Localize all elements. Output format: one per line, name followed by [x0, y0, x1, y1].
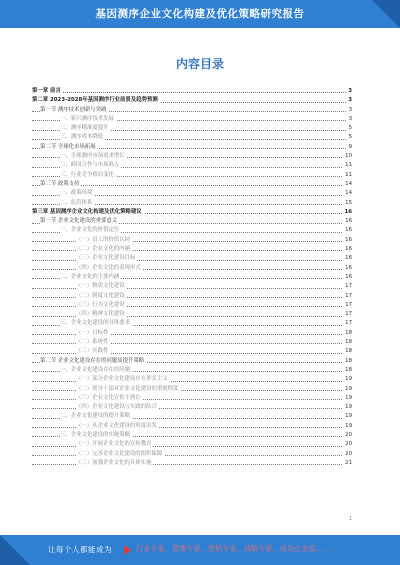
toc-entry-label: （四）精神文化建设	[76, 310, 127, 319]
toc-entry-label: （三）行为文化建设	[76, 301, 127, 310]
toc-entry-page: 14	[343, 180, 352, 189]
toc-entry-label: （二）企业文化的内涵	[76, 245, 132, 254]
toc-entry[interactable]	[32, 236, 352, 245]
toc-entry-label: 第三章 基因测序企业文化构建及优化策略建议	[32, 208, 144, 217]
toc-entry[interactable]	[32, 143, 352, 152]
toc-entry-label: （一）目标性	[76, 329, 110, 338]
toc-entry[interactable]	[32, 329, 352, 338]
toc-entry-page: 16	[343, 264, 352, 273]
toc-entry-page: 20	[343, 450, 352, 459]
toc-entry-page: 19	[343, 422, 352, 431]
toc-entry[interactable]	[32, 385, 352, 394]
toc-entry-page: 21	[343, 459, 352, 468]
toc-entry-page: 16	[342, 208, 352, 217]
table-of-contents	[32, 87, 352, 468]
toc-entry-page: 15	[343, 199, 352, 208]
toc-entry[interactable]	[32, 208, 352, 217]
toc-entry[interactable]	[32, 431, 352, 440]
toc-entry-label: （二）完善企业文化建设的组织保障	[76, 450, 164, 459]
toc-entry[interactable]	[32, 161, 352, 170]
toc-entry-page: 19	[343, 394, 352, 403]
toc-entry[interactable]	[32, 301, 352, 310]
toc-entry-label: （三）实践性	[76, 347, 110, 356]
toc-entry[interactable]	[32, 189, 352, 198]
toc-entry-page: 18	[343, 366, 352, 375]
toc-entry-label: 二、企业文化的主要内涵	[60, 273, 121, 282]
footer-slogan: 让每个人都能成为	[48, 545, 112, 554]
toc-entry-label: 一、企业文化的价值定位	[60, 226, 121, 235]
toc-entry-label: （一）开展企业文化的宣传教育	[76, 440, 153, 449]
document-title: 基因测序企业文化构建及优化策略研究报告	[95, 8, 305, 20]
toc-entry[interactable]	[32, 412, 352, 421]
toc-entry-label: 一、新兴测序技术发展	[60, 115, 116, 124]
toc-entry[interactable]	[32, 245, 352, 254]
toc-entry-label: 一、政策环境	[60, 189, 94, 198]
toc-entry-page: 10	[343, 152, 352, 161]
toc-entry-label: 第一节 测序技术创新与突破	[40, 106, 108, 115]
toc-entry[interactable]	[32, 403, 352, 412]
toc-entry[interactable]	[32, 282, 352, 291]
toc-entry-page: 3	[347, 106, 352, 115]
toc-entry-page: 3	[347, 115, 352, 124]
toc-entry[interactable]	[32, 394, 352, 403]
toc-entry[interactable]	[32, 310, 352, 319]
toc-entry-label: （三）企业文化宣传不到位	[76, 394, 143, 403]
toc-entry[interactable]	[32, 87, 352, 96]
toc-entry-page: 17	[343, 301, 352, 310]
toc-entry-label: （三）企业文化建设目标	[76, 254, 137, 263]
toc-entry[interactable]	[32, 366, 352, 375]
header-bar	[0, 0, 400, 28]
toc-entry-label: （一）物质文化建设	[76, 282, 127, 291]
toc-entry-page: 18	[343, 338, 352, 347]
toc-entry-page: 11	[343, 171, 352, 180]
toc-entry-label: 二、监管体系	[60, 199, 94, 208]
toc-entry-page: 16	[343, 254, 352, 263]
toc-entry-label: 三、测序成本降低	[60, 133, 105, 142]
toc-entry-label: 一、全球测序市场需求增长	[60, 152, 127, 161]
toc-entry[interactable]	[32, 375, 352, 384]
header-corner-decoration	[372, 0, 400, 28]
toc-entry-label: 第三节 政策支持	[40, 180, 81, 189]
toc-entry-page: 16	[343, 245, 352, 254]
toc-entry[interactable]	[32, 450, 352, 459]
toc-entry[interactable]	[32, 357, 352, 366]
footer-roles: 行业专家、管理专家、营销专家、战略专家、成功企业家……	[136, 544, 331, 553]
toc-entry-page: 19	[343, 412, 352, 421]
toc-entry-page: 20	[343, 440, 352, 449]
toc-entry[interactable]	[32, 459, 352, 468]
toc-entry-label: （二）制度文化建设	[76, 292, 127, 301]
toc-entry-page: 19	[343, 385, 352, 394]
toc-heading: 内容目录	[175, 57, 224, 71]
toc-entry-label: （三）加强企业文化的具体实施	[76, 459, 153, 468]
toc-entry-label: 三、行业竞争格局变化	[60, 171, 116, 180]
toc-entry[interactable]	[32, 338, 352, 347]
toc-entry-page: 16	[343, 226, 352, 235]
toc-entry[interactable]	[32, 96, 352, 105]
toc-entry[interactable]	[32, 347, 352, 356]
toc-entry-label: （四）企业文化的表现形式	[76, 264, 143, 273]
toc-entry[interactable]	[32, 124, 352, 133]
toc-entry[interactable]	[32, 264, 352, 273]
toc-entry[interactable]	[32, 115, 352, 124]
toc-entry-page: 18	[343, 329, 352, 338]
toc-entry-page: 17	[343, 282, 352, 291]
toc-entry-page: 16	[343, 273, 352, 282]
toc-entry-page: 17	[343, 310, 352, 319]
toc-entry[interactable]	[32, 422, 352, 431]
toc-entry[interactable]	[32, 133, 352, 142]
toc-entry[interactable]	[32, 292, 352, 301]
toc-entry-label: 第一章 前言	[32, 87, 63, 96]
toc-entry-page: 19	[343, 403, 352, 412]
toc-entry-label: （四）企业文化建设与实践的结合	[76, 403, 159, 412]
toc-entry[interactable]	[32, 180, 352, 189]
toc-entry-page: 20	[343, 431, 352, 440]
toc-entry-label: （二）领导干部对企业文化建设的重视程度	[76, 385, 180, 394]
toc-entry-page: 17	[343, 319, 352, 328]
toc-entry[interactable]	[32, 152, 352, 161]
toc-entry-page: 14	[343, 189, 352, 198]
toc-entry-page: 3	[346, 96, 352, 105]
toc-entry[interactable]	[32, 217, 352, 226]
toc-entry-label: 一、企业文化建设存在的问题	[60, 366, 132, 375]
toc-entry-page: 18	[343, 357, 352, 366]
toc-entry-page: 3	[346, 87, 352, 96]
toc-entry-page: 18	[343, 347, 352, 356]
toc-entry-label: 二、企业文化建设的提升策略	[60, 412, 132, 421]
toc-entry-page: 16	[343, 236, 352, 245]
toc-entry-label: 三、企业文化建设的实施策略	[60, 431, 132, 440]
arrow-right-icon	[124, 545, 131, 555]
toc-entry-label: 第一节 企业文化建设的重要意义	[40, 217, 119, 226]
toc-entry[interactable]	[32, 254, 352, 263]
toc-entry-label: （二）系统性	[76, 338, 110, 347]
footer-corner-decoration	[0, 535, 30, 565]
toc-entry-label: （一）从企业文化建设的角度出发	[76, 422, 159, 431]
toc-entry-label: 第二节 全球化市场拓展	[40, 143, 98, 152]
toc-entry-label: （一）员工的价值认同	[76, 236, 132, 245]
toc-entry-page: 16	[343, 217, 352, 226]
toc-entry-page: 19	[343, 375, 352, 384]
footer-bar	[0, 535, 400, 565]
toc-entry-label: 第二章 2023-2028年基因测序行业前景及趋势预测	[32, 96, 160, 105]
toc-entry-label: 第二节 企业文化建设存在的问题及提升策略	[40, 357, 146, 366]
toc-entry-page: 5	[347, 124, 352, 133]
toc-entry[interactable]	[32, 273, 352, 282]
toc-entry-page: 5	[347, 133, 352, 142]
toc-entry[interactable]	[32, 199, 352, 208]
toc-entry[interactable]	[32, 106, 352, 115]
toc-entry-page: 11	[343, 161, 352, 170]
toc-entry[interactable]	[32, 440, 352, 449]
toc-entry-page: 17	[343, 292, 352, 301]
toc-entry[interactable]	[32, 226, 352, 235]
toc-entry[interactable]	[32, 319, 352, 328]
page-number: 1	[348, 516, 352, 522]
toc-entry-page: 9	[347, 143, 352, 152]
toc-entry-label: 三、企业文化建设的具体要求	[60, 319, 132, 328]
toc-entry-label: 二、跨国合作与市场准入	[60, 161, 121, 170]
toc-entry-label: （一）部分企业文化建设存在形式主义	[76, 375, 170, 384]
toc-leader-dots	[32, 92, 352, 93]
toc-entry[interactable]	[32, 171, 352, 180]
toc-entry-label: 二、测序精准度提升	[60, 124, 111, 133]
